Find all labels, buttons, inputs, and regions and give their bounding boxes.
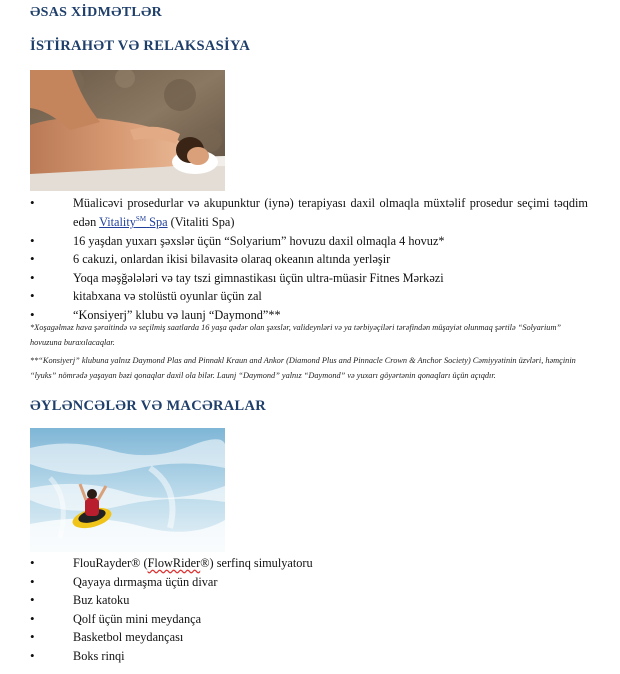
section-title-relaxation: İSTİRAHƏT VƏ RELAKSASİYA (30, 38, 251, 54)
spellcheck-word: FlowRider (147, 556, 201, 570)
vitality-spa-link[interactable]: Vitality℠ Spa (99, 215, 168, 230)
list-item: • Qolf üçün mini meydança (30, 611, 588, 627)
entertainment-list (30, 555, 588, 666)
list-item: • Basketbol meydançası (30, 629, 588, 645)
massage-photo (30, 70, 225, 191)
relaxation-list (30, 195, 588, 325)
list-item: • FlouRayder® (FlowRider®) serfinq simulyatoru (30, 555, 588, 571)
list-item: • Buz katoku (30, 592, 588, 608)
footnote-solarium: *Xoşagəlməz hava şəraitində və seçilmiş saatlarda 16 yaşa qədər olan şəxslər, valideynləri və ya tərbiyəçiləri tərəfindən müşayiət olunmaq şərtilə “Solyarium” hovuzuna buraxılacaqlar. (30, 323, 562, 347)
list-item: • Yoqa məşğələləri və tay tszi gimnastikası üçün ultra-müasir Fitnes Mərkəzi (30, 270, 588, 286)
list-item-text: (Vitaliti Spa) (167, 215, 235, 230)
list-item: • Qayaya dırmaşma üçün divar (30, 574, 588, 590)
section-title-main-services: ƏSAS XİDMƏTLƏR (30, 5, 163, 20)
list-item (30, 195, 588, 230)
list-item: • 16 yaşdan yuxarı şəxslər üçün “Solyarium” hovuzu daxil olmaqla 4 hovuz* (30, 233, 588, 249)
list-item: • kitabxana və stolüstü oyunlar üçün zal (30, 288, 588, 304)
list-item: • 6 cakuzi, onlardan ikisi bilavasitə olaraq okeanın altında yerləşir (30, 251, 588, 267)
footnote-concierge: **“Konsiyerj” klubuna yalnız Daymond Plas and Pinnakl Kraun and Ankor (Diamond Plus and Pinnacle Crown & Anchor Society) Cəmiyyətinin üzvləri, həmçinin “lyuks” nömrədə yaşayan bəzi qonaqlar daxil ola bilər. Launj “Daymond” yalnız “Daymond” və yuxarı göyərtənin qonaqları üçün açıqdır. (30, 356, 576, 380)
flowrider-photo (30, 428, 225, 552)
section-title-entertainment: ƏYLƏNCƏLƏR VƏ MACƏRALAR (30, 398, 267, 414)
list-item-text: Müalicəvi prosedurlar və akupunktur (iynə) terapiyası daxil olmaqla müxtəlif prosedur seçimi təqdim edən (73, 196, 588, 230)
list-item: • “Konsiyerj” klubu və launj “Daymond”** (30, 307, 588, 323)
list-item: • Boks rinqi (30, 648, 588, 664)
